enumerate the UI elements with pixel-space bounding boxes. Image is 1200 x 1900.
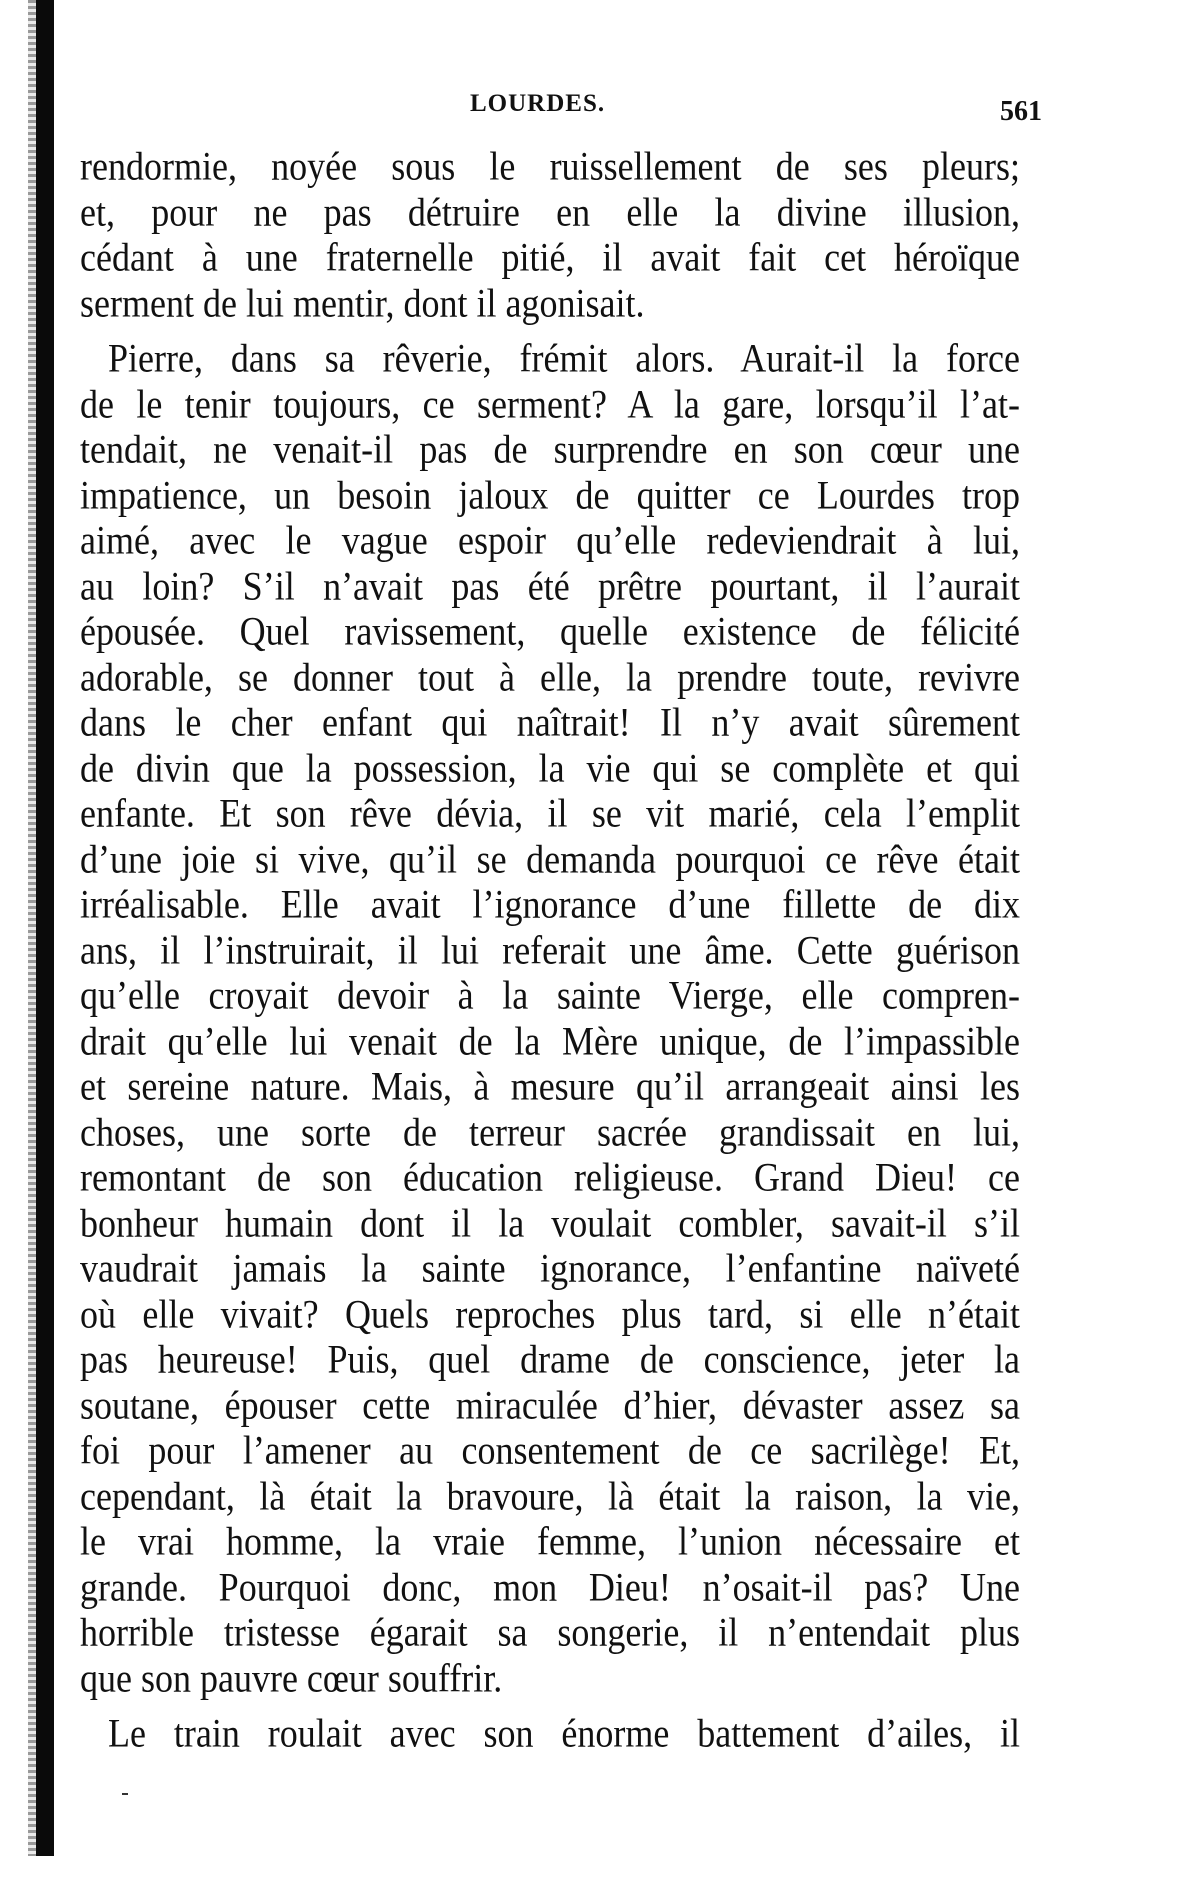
- text-line: au loin? S’il n’avait pas été prêtre pourtant, il l’aurait: [80, 563, 1020, 608]
- text-line: et, pour ne pas détruire en elle la divine illusion,: [80, 189, 1020, 234]
- text-line: dans le cher enfant qui naîtrait! Il n’y avait sûrement: [80, 699, 1020, 745]
- text-line: où elle vivait? Quels reproches plus tard, si elle n’était: [80, 1291, 1020, 1336]
- text-line: irréalisable. Elle avait l’ignorance d’une fillette de dix: [80, 881, 1020, 927]
- scan-speck: [122, 1793, 128, 1795]
- text-line: qu’elle croyait devoir à la sainte Vierge, elle compren-: [80, 972, 1020, 1018]
- text-line: horrible tristesse égarait sa songerie, il n’entendait plus: [80, 1609, 1020, 1655]
- body-text: [80, 144, 1020, 1767]
- text-line: pas heureuse! Puis, quel drame de conscience, jeter la: [80, 1336, 1020, 1382]
- text-line: et sereine nature. Mais, à mesure qu’il arrangeait ainsi les: [80, 1063, 1020, 1109]
- text-line: que son pauvre cœur souffrir.: [80, 1655, 503, 1700]
- page-number: 561: [1000, 96, 1042, 127]
- text-line: Pierre, dans sa rêverie, frémit alors. Aurait-il la force: [108, 335, 1020, 381]
- text-line: soutane, épouser cette miraculée d’hier, dévaster assez sa: [80, 1382, 1020, 1427]
- text-line: drait qu’elle lui venait de la Mère unique, de l’impassible: [80, 1018, 1020, 1063]
- text-line: enfante. Et son rêve dévia, il se vit marié, cela l’emplit: [80, 790, 1020, 836]
- text-line: serment de lui mentir, dont il agonisait.: [80, 280, 645, 325]
- text-line: adorable, se donner tout à elle, la prendre toute, revivre: [80, 654, 1020, 699]
- text-line: rendormie, noyée sous le ruissellement de ses pleurs;: [80, 143, 1020, 189]
- text-line: choses, une sorte de terreur sacrée grandissait en lui,: [80, 1109, 1020, 1154]
- running-title: LOURDES.: [470, 90, 606, 117]
- text-line: de divin que la possession, la vie qui se complète et qui: [80, 745, 1020, 790]
- text-line: tendait, ne venait-il pas de surprendre en son cœur une: [80, 426, 1020, 472]
- text-line: le vrai homme, la vraie femme, l’union nécessaire et: [80, 1518, 1020, 1564]
- text-line: cédant à une fraternelle pitié, il avait fait cet héroïque: [80, 234, 1020, 280]
- page-binding-edge: [36, 0, 54, 1856]
- text-line: aimé, avec le vague espoir qu’elle redeviendrait à lui,: [80, 517, 1020, 563]
- text-line: d’une joie si vive, qu’il se demanda pourquoi ce rêve était: [80, 836, 1020, 881]
- paragraph: [80, 336, 1020, 1701]
- text-line: impatience, un besoin jaloux de quitter ce Lourdes trop: [80, 472, 1020, 517]
- text-line: bonheur humain dont il la voulait combler, savait-il s’il: [80, 1200, 1020, 1245]
- text-line: grande. Pourquoi donc, mon Dieu! n’osait-il pas? Une: [80, 1564, 1020, 1609]
- text-line: de le tenir toujours, ce serment? A la gare, lorsqu’il l’at-: [80, 381, 1020, 426]
- paragraph: [80, 144, 1020, 326]
- text-line: ans, il l’instruirait, il lui referait une âme. Cette guérison: [80, 927, 1020, 972]
- text-line: Le train roulait avec son énorme battement d’ailes, il: [108, 1710, 1020, 1756]
- text-line: remontant de son éducation religieuse. Grand Dieu! ce: [80, 1154, 1020, 1200]
- text-line: foi pour l’amener au consentement de ce sacrilège! Et,: [80, 1427, 1020, 1473]
- paragraph: [80, 1711, 1020, 1757]
- text-line: épousée. Quel ravissement, quelle existence de félicité: [80, 608, 1020, 654]
- text-line: vaudrait jamais la sainte ignorance, l’enfantine naïveté: [80, 1245, 1020, 1291]
- text-line: cependant, là était la bravoure, là était la raison, la vie,: [80, 1473, 1020, 1518]
